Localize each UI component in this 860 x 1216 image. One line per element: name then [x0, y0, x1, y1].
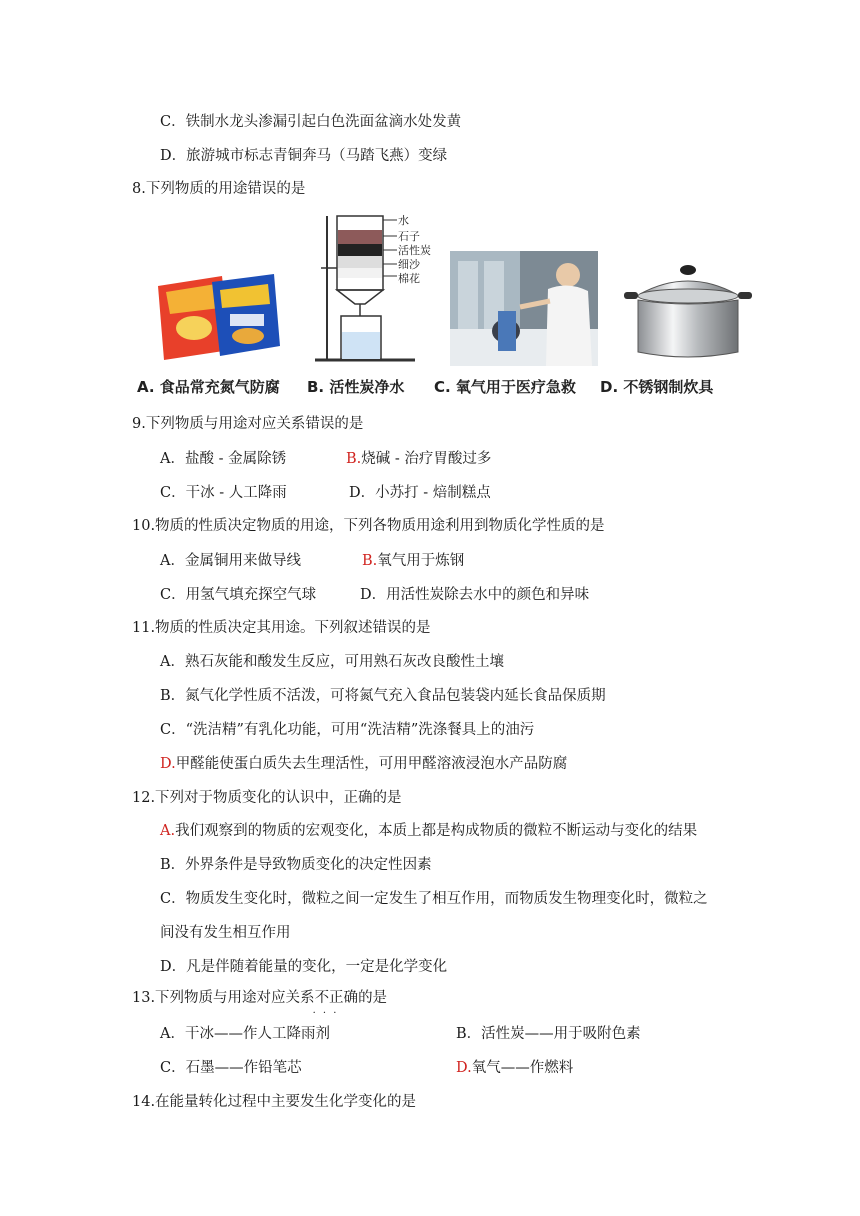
q11-option-a: A．熟石灰能和酸发生反应，可用熟石灰改良酸性土壤 [160, 654, 504, 670]
q9-option-a: A．盐酸 - 金属除锈 [160, 451, 287, 467]
q10-stem: 10.物质的性质决定物质的用途，下列各物质用途利用到物质化学性质的是 [132, 518, 605, 534]
q14-stem: 14.在能量转化过程中主要发生化学变化的是 [132, 1094, 417, 1110]
snack-bags-image [150, 268, 285, 366]
q13-option-d: D.氧气——作燃料 [456, 1060, 574, 1076]
q9-stem: 9.下列物质与用途对应关系错误的是 [132, 416, 364, 432]
q9-option-c: C．干冰 - 人工降雨 [160, 485, 287, 501]
q10-option-a: A．金属铜用来做导线 [160, 553, 301, 569]
q13-option-b: B．活性炭——用于吸附色素 [456, 1026, 641, 1042]
filter-label-sand: 细沙 [398, 258, 420, 271]
filter-label-cotton: 棉花 [398, 272, 420, 285]
q10-option-b: B.氧气用于炼钢 [362, 553, 465, 569]
water-filter-apparatus [305, 208, 435, 368]
answer-mark: B. [362, 553, 378, 569]
figure-caption-b: B. 活性炭净水 [307, 378, 405, 396]
filter-label-carbon: 活性炭 [398, 244, 431, 257]
q12-stem: 12.下列对于物质变化的认识中，正确的是 [132, 790, 402, 806]
answer-mark: A. [160, 823, 176, 839]
stainless-steel-pot [620, 262, 755, 362]
figure-caption-c: C. 氧气用于医疗急救 [434, 378, 576, 396]
q9-option-b: B.烧碱 - 治疗胃酸过多 [346, 451, 492, 467]
filter-label-stones: 石子 [398, 230, 420, 243]
q9-option-d: D．小苏打 - 焙制糕点 [349, 485, 491, 501]
q7-option-d: D．旅游城市标志青铜奔马（马踏飞燕）变绿 [160, 148, 448, 164]
q8-stem: 8.下列物质的用途错误的是 [132, 181, 306, 197]
q10-option-d: D．用活性炭除去水中的颜色和异味 [360, 587, 590, 603]
filter-label-water: 水 [398, 214, 409, 227]
q12-option-c-line1: C．物质发生变化时，微粒之间一定发生了相互作用，而物质发生物理变化时，微粒之 [160, 891, 708, 907]
q11-option-b: B．氮气化学性质不活泼，可将氮气充入食品包装袋内延长食品保质期 [160, 688, 606, 704]
q11-stem: 11.物质的性质决定其用途。下列叙述错误的是 [132, 620, 431, 636]
q12-option-a: A.我们观察到的物质的宏观变化，本质上都是构成物质的微粒不断运动与变化的结果 [160, 823, 698, 839]
q7-option-c: C．铁制水龙头渗漏引起白色洗面盆滴水处发黄 [160, 114, 462, 130]
q13-option-a: A．干冰——作人工降雨剂 [160, 1026, 330, 1042]
q13-stem: 13.下列物质与用途对应关系不正确 · · ·的是 [132, 988, 387, 1008]
answer-mark: D. [160, 756, 176, 772]
figure-caption-d: D. 不锈钢制炊具 [600, 378, 714, 396]
figure-caption-a: A. 食品常充氮气防腐 [137, 378, 280, 396]
q11-option-d: D.甲醛能使蛋白质失去生理活性，可用甲醛溶液浸泡水产品防腐 [160, 756, 568, 772]
q12-option-d: D．凡是伴随着能量的变化，一定是化学变化 [160, 959, 448, 975]
q13-option-c: C．石墨——作铅笔芯 [160, 1060, 302, 1076]
q12-option-b: B．外界条件是导致物质变化的决定性因素 [160, 857, 432, 873]
medical-oxygen-photo [450, 251, 598, 366]
answer-mark: B. [346, 451, 362, 467]
q10-option-c: C．用氢气填充探空气球 [160, 587, 317, 603]
q12-option-c-line2: 间没有发生相互作用 [160, 925, 291, 941]
emphasis-dots: 不正确 · · · [315, 990, 359, 1006]
q11-option-c: C．“洗洁精”有乳化功能，可用“洗洁精”洗涤餐具上的油污 [160, 722, 535, 738]
answer-mark: D. [456, 1060, 472, 1076]
